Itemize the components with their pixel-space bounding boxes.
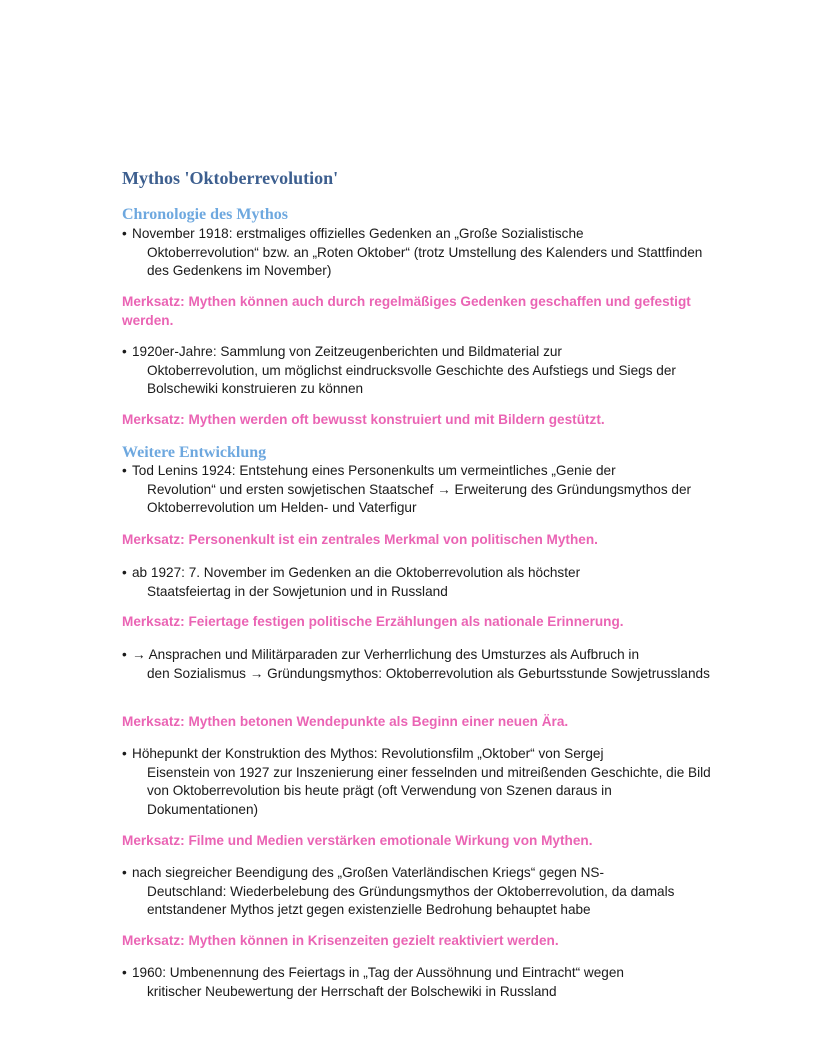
bullet-text: → Ansprachen und Militärparaden zur Verherrlichung des Umsturzes als Aufbruch in xyxy=(132,647,640,662)
bullet-item xyxy=(122,225,712,281)
merksatz: Merksatz: Mythen werden oft bewusst konstruiert und mit Bildern gestützt. xyxy=(122,412,605,427)
bullet-marker: • xyxy=(122,463,127,478)
bullet-text-continued: Deutschland: Wiederbelebung des Gründungsmythos der Oktoberrevolution, da damals entstandener Mythos jetzt gegen existenzielle Bedrohung behauptet habe xyxy=(147,883,675,917)
section-heading-weitere: Weitere Entwicklung xyxy=(122,444,267,461)
bullet-marker: • xyxy=(122,647,127,662)
bullet-marker: • xyxy=(122,746,127,761)
bullet-text-continued: Eisenstein von 1927 zur Inszenierung einer fesselnden und mitreißenden Geschichte, die Bild von Oktoberrevolution bis heute prägt (oft Verwendung von Szenen daraus in Dokumentationen) xyxy=(147,764,711,817)
bullet-marker: • xyxy=(122,226,127,241)
bullet-marker: • xyxy=(122,865,127,880)
page-title: Mythos 'Oktoberrevolution' xyxy=(122,168,339,188)
bullet-text-continued: Staatsfeiertag in der Sowjetunion und in Russland xyxy=(147,583,448,599)
bullet-text: 1920er-Jahre: Sammlung von Zeitzeugenberichten und Bildmaterial zur xyxy=(132,344,562,359)
bullet-item xyxy=(122,964,712,1001)
merksatz: Merksatz: Mythen können auch durch regelmäßiges Gedenken geschaffen und gefestigt werden. xyxy=(122,294,691,328)
bullet-text: nach siegreicher Beendigung des „Großen Vaterländischen Kriegs“ gegen NS- xyxy=(132,865,605,880)
bullet-text: 1960: Umbenennung des Feiertags in „Tag der Aussöhnung und Eintracht“ wegen xyxy=(132,965,624,980)
bullet-marker: • xyxy=(122,344,127,359)
bullet-item xyxy=(122,564,712,601)
bullet-item xyxy=(122,864,712,920)
bullet-text: November 1918: erstmaliges offizielles Gedenken an „Große Sozialistische xyxy=(132,226,584,241)
bullet-text: Tod Lenins 1924: Entstehung eines Personenkults um vermeintliches „Genie der xyxy=(132,463,616,478)
bullet-marker: • xyxy=(122,965,127,980)
bullet-item xyxy=(122,646,712,683)
merksatz: Merksatz: Mythen können in Krisenzeiten gezielt reaktiviert werden. xyxy=(122,933,559,948)
bullet-item xyxy=(122,745,712,819)
bullet-text-continued: kritischer Neubewertung der Herrschaft der Bolschewiki in Russland xyxy=(147,983,557,999)
merksatz: Merksatz: Feiertage festigen politische Erzählungen als nationale Erinnerung. xyxy=(122,614,624,629)
bullet-text: Höhepunkt der Konstruktion des Mythos: Revolutionsfilm „Oktober“ von Sergej xyxy=(132,746,604,761)
merksatz: Merksatz: Filme und Medien verstärken emotionale Wirkung von Mythen. xyxy=(122,833,593,848)
bullet-text-continued: Oktoberrevolution, um möglichst eindrucksvolle Geschichte des Aufstiegs und Siegs der Bolschewiki konstruieren zu können xyxy=(147,362,676,396)
bullet-text-continued: den Sozialismus → Gründungsmythos: Oktoberrevolution als Geburtsstunde Sowjetrusslands xyxy=(147,665,710,681)
bullet-marker: • xyxy=(122,565,127,580)
bullet-text-continued: Oktoberrevolution“ bzw. an „Roten Oktober“ (trotz Umstellung des Kalenders und Stattfinden des Gedenkens im November) xyxy=(147,244,703,278)
bullet-text-continued: Revolution“ und ersten sowjetischen Staatschef → Erweiterung des Gründungsmythos der Oktoberrevolution um Helden- und Vaterfigur xyxy=(147,481,692,515)
merksatz: Merksatz: Mythen betonen Wendepunkte als Beginn einer neuen Ära. xyxy=(122,714,569,729)
section-heading-chronologie: Chronologie des Mythos xyxy=(122,206,288,223)
bullet-item xyxy=(122,462,712,518)
bullet-item xyxy=(122,343,712,399)
bullet-text: ab 1927: 7. November im Gedenken an die Oktoberrevolution als höchster xyxy=(132,565,581,580)
merksatz: Merksatz: Personenkult ist ein zentrales Merkmal von politischen Mythen. xyxy=(122,532,598,547)
